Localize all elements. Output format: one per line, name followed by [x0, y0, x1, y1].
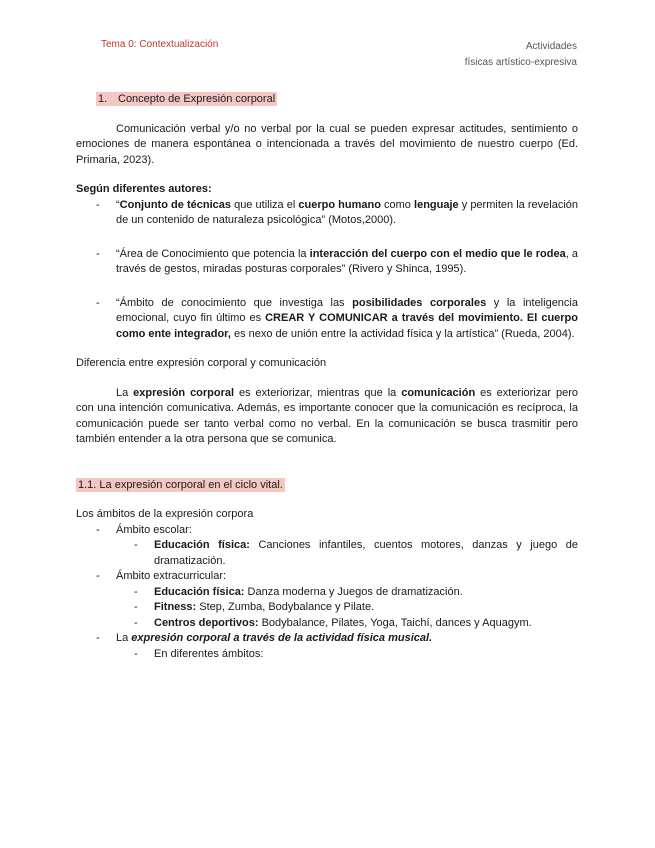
- ambito-escolar-items: [76, 538, 578, 569]
- ambito-extracurricular: - Ámbito extracurricular:: [76, 569, 578, 585]
- extra-item-centros: - Centros deportivos: Bodybalance, Pilates, Yoga, Taichí, dances y Aquagym.: [76, 616, 578, 632]
- section-1-title: Concepto de Expresión corporal: [118, 93, 276, 105]
- extra-item-ef: - Educación física: Danza moderna y Juegos de dramatización.: [76, 585, 578, 601]
- quote-rivero-shinca: - “Área de Conocimiento que potencia la interacción del cuerpo con el medio que le rodea, a través de gestos, miradas posturas corporales” (Rivero y Shinca, 1995).: [76, 247, 578, 278]
- authors-heading: Según diferentes autores:: [76, 183, 212, 195]
- section-1-heading: [96, 92, 578, 108]
- definition-paragraph: Comunicación verbal y/o no verbal por la cual se pueden expresar actitudes, sentimiento o emociones de manera espontánea o intencionada a través del movimiento de nuestro cuerpo (Ed. Primaria, 2023).: [76, 122, 578, 166]
- header-subject-line2: físicas artístico-expresiva: [464, 57, 577, 68]
- section-1-number: 1.: [98, 93, 108, 105]
- document-body: [76, 92, 578, 662]
- section-1-1-heading: [76, 478, 578, 494]
- ambitos-title: Los ámbitos de la expresión corpora: [76, 508, 254, 520]
- ambito-extracurricular-items: [76, 585, 578, 632]
- header-subject-line1: Actividades: [525, 41, 577, 52]
- musical-sublist: [76, 647, 578, 663]
- ambitos-list-2: [76, 569, 578, 585]
- section-1-1-title: 1.1. La expresión corporal en el ciclo vital.: [78, 478, 283, 491]
- musical-list: [76, 631, 578, 647]
- section-1-highlight: [96, 92, 277, 106]
- difference-title: Diferencia entre expresión corporal y comunicación: [76, 357, 327, 369]
- quotes-list: [76, 198, 578, 343]
- quote-rueda: - “Ámbito de conocimiento que investiga las posibilidades corporales y la inteligencia emocional, cuyo fin último es CREAR Y COMUNICAR a través del movimiento. El cuerpo como ente integrador, es nexo de unión entre la actividad física y la artística” (Rueda, 2004).: [76, 296, 578, 343]
- extra-item-fitness: - Fitness: Step, Zumba, Bodybalance y Pilate.: [76, 600, 578, 616]
- musical-item: - La expresión corporal a través de la actividad física musical.: [76, 631, 578, 647]
- quote-motos: - “Conjunto de técnicas que utiliza el cuerpo humano como lenguaje y permiten la revelación de un contenido de naturaleza psicológica” (Motos,2000).: [76, 198, 578, 229]
- header-topic: Tema 0: Contextualización: [101, 39, 219, 50]
- escolar-item-ef: - Educación física: Canciones infantiles, cuentos motores, danzas y juego de dramatización.: [76, 538, 578, 569]
- ambitos-list: [76, 523, 578, 539]
- difference-paragraph: La expresión corporal es exteriorizar, mientras que la comunicación es exteriorizar pero con una intención comunicativa. Además, es importante conocer que la comunicación es recíproca, la comunicación puede ser tanto verbal como no verbal. En la comunicación se busca trasmitir pero también entender a la otra persona que se comunica.: [76, 386, 578, 445]
- header-subject: [465, 39, 577, 71]
- musical-sub-item: - En diferentes ámbitos:: [76, 647, 578, 663]
- ambito-escolar: - Ámbito escolar:: [76, 523, 578, 539]
